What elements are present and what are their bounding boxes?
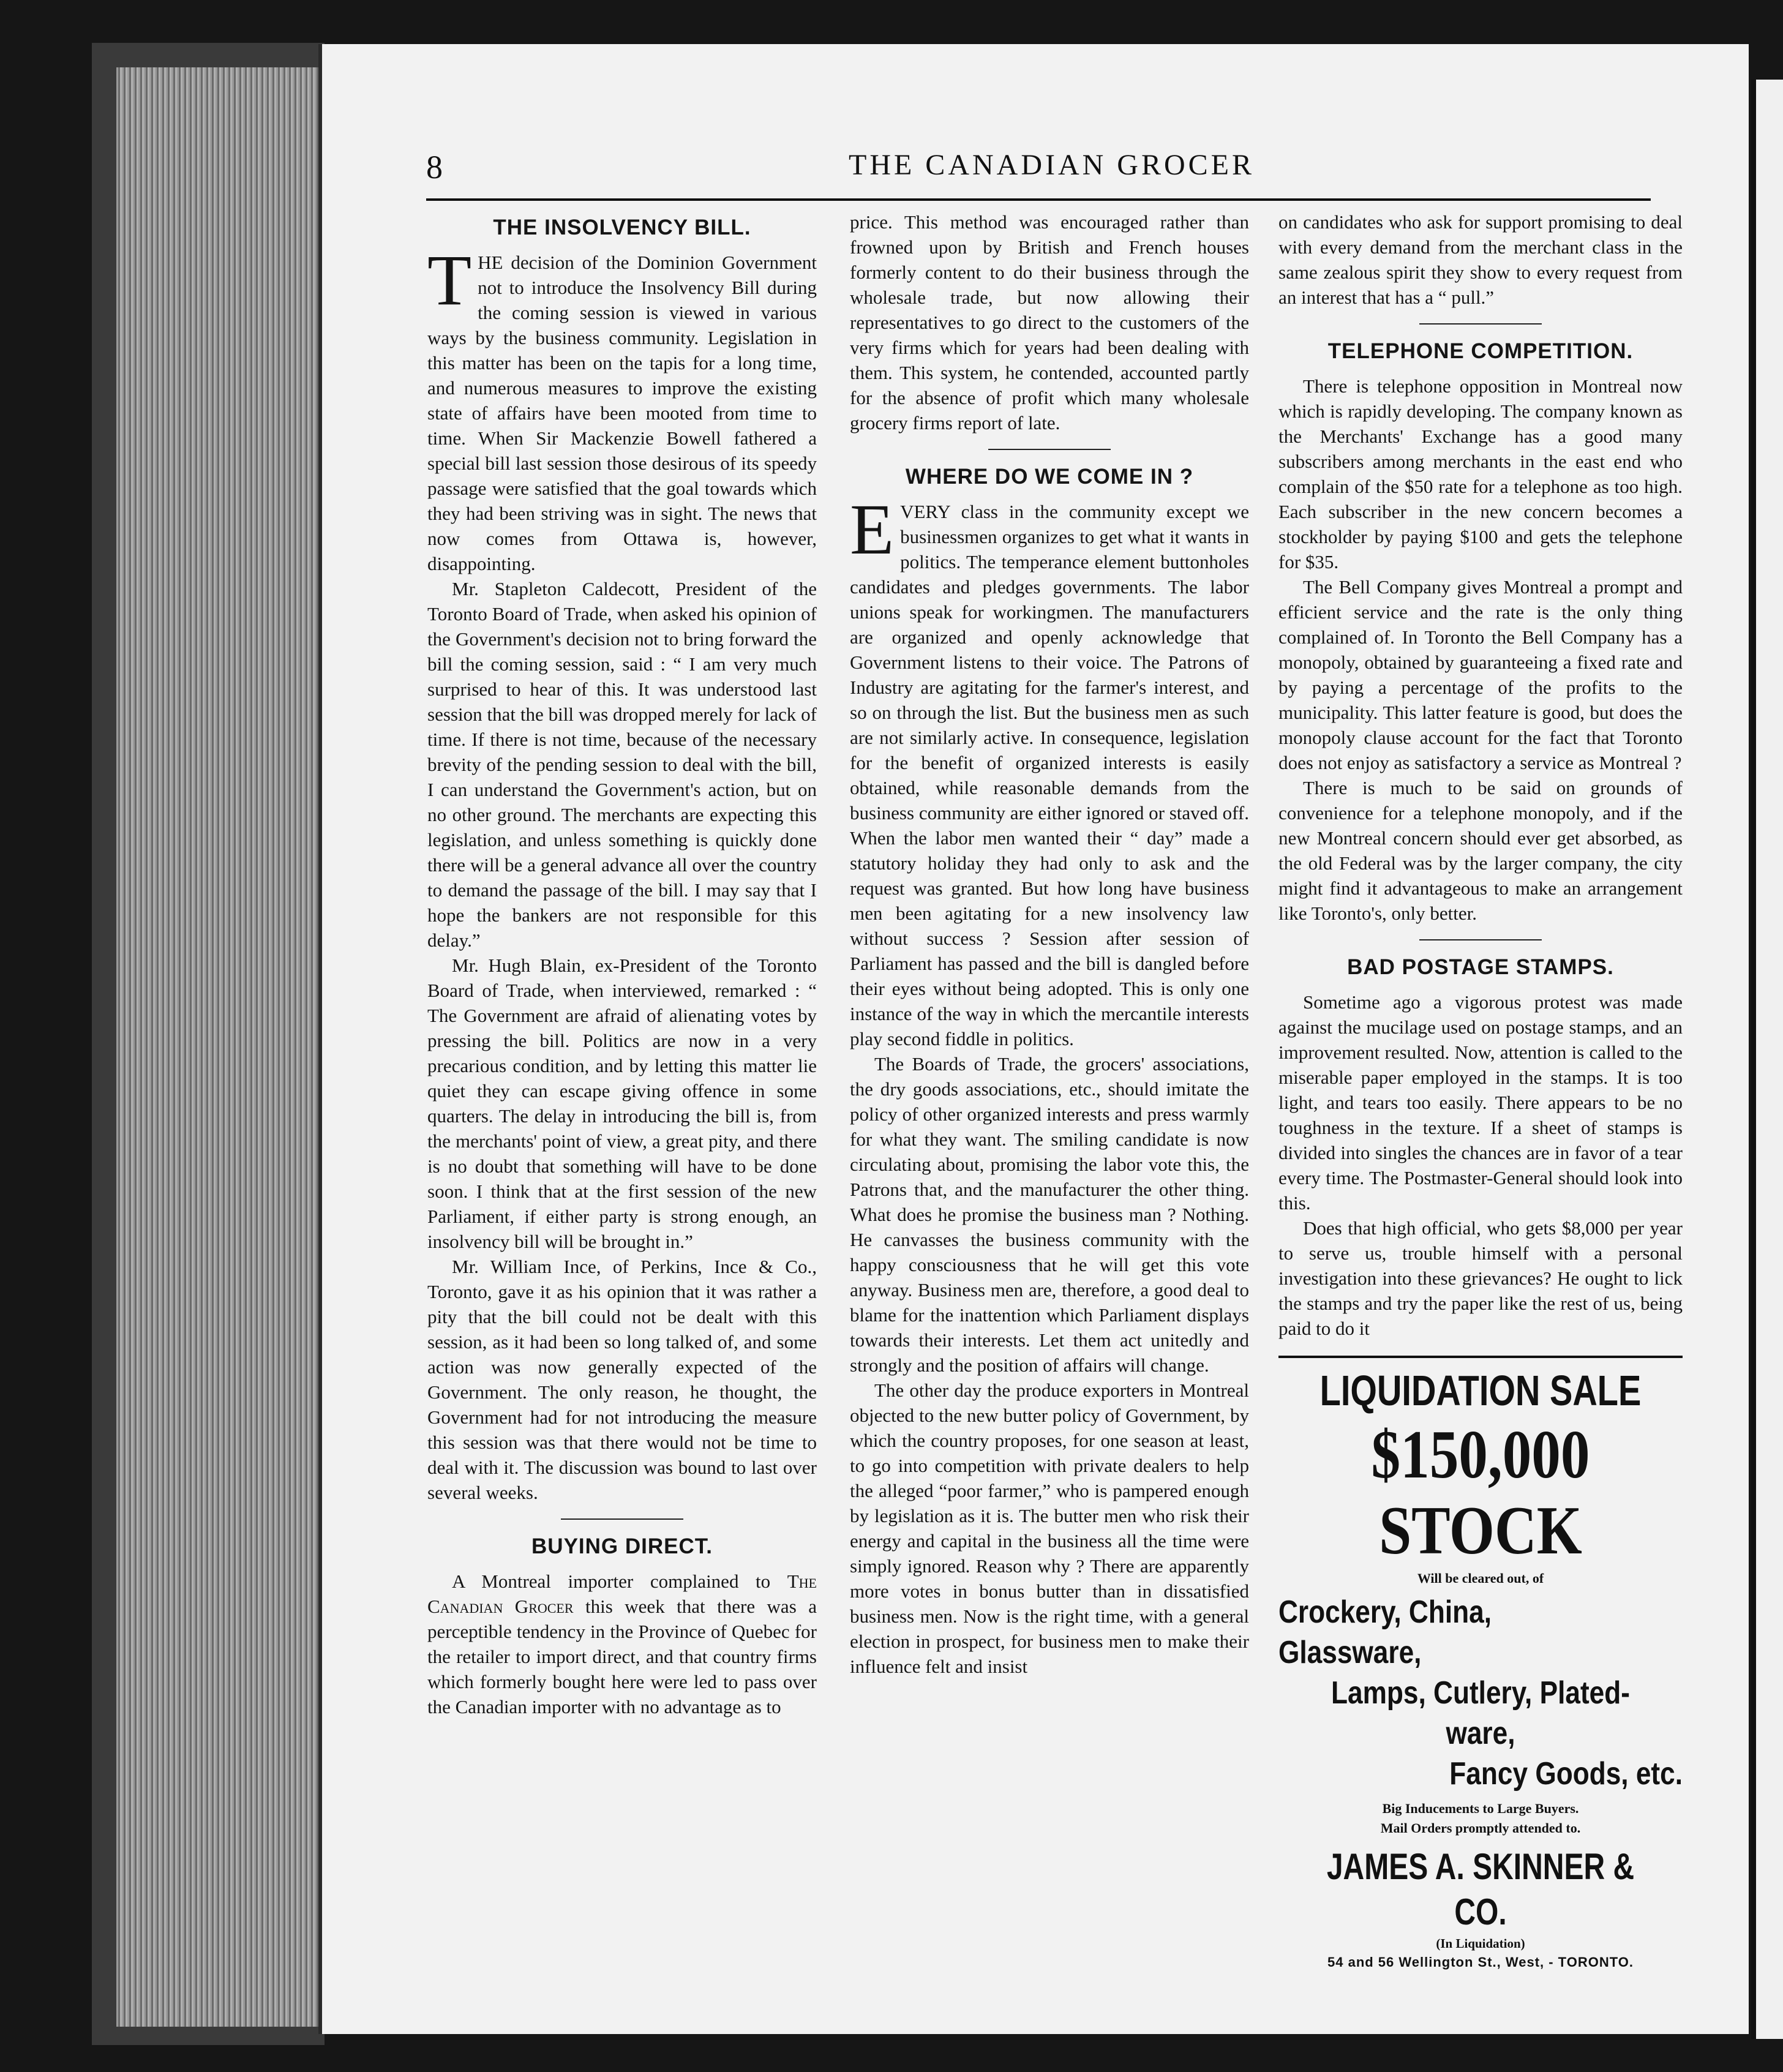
section-rule (1419, 939, 1542, 940)
headline-where-do-we-come-in: WHERE DO WE COME IN ? (905, 465, 1194, 489)
ad-goods-line: Fancy Goods, etc. (1449, 1756, 1683, 1792)
paragraph: on candidates who ask for support promising to deal with every demand from the merchant class in the same zealous spirit they show to every request from an interest that has a “ pull.” (1278, 211, 1683, 308)
paragraph: Mr. Stapleton Caldecott, President of the Toronto Board of Trade, when asked his opinion of the Government's decision not to bring forward the bill the coming session, said : “ I am very much surprised to hear of this. It was understood last session that the bill was dropped merely for lack of time. If there is not time, because of the necessary brevity of the pending session to deal with the bill, I can understand the Government's action, but on no other ground. The merchants are expecting this legislation, and unless something is quickly done there will be a general advance all over the country to demand the passage of the bill. I may say that I hope the bankers are not responsible for this delay.” (427, 578, 817, 951)
ad-firm-name: JAMES A. SKINNER & CO. (1326, 1846, 1635, 1932)
paragraph: There is telephone opposition in Montreal now which is rapidly developing. The company known as the Merchants' Exchange has a good many subscribers among merchants in the east end who complain of the $50 rate for a telephone as too high. Each subscriber in the new concern becomes a stockholder by paying $100 and gets the telephone for $35. (1278, 375, 1683, 572)
section-rule (561, 1518, 683, 1520)
paragraph: EVERY class in the community except we businessmen organizes to get what it wants in politics. The temperance element buttonholes candidates and pledges governments. The labor unions speak for workingmen. The manufacturers are organized and openly acknowledge that Government listens to their voice. The Patrons of Industry are agitating for the farmer's interest, and so on through the list. But the business men as such are not similarly active. In consequence, legislation for the benefit of organized interests is easily obtained, while reasonable demands from the business community are either ignored or staved off. When the labor men wanted their “ day” made a statutory holiday they had only to ask and the request was granted. But how long have business men been agitating for a new insolvency law without success ? Session after session of Parliament has passed and the bill is dangled before their eyes without being adopted. This is only one instance of the way in which the mercantile interests play second fiddle in politics. (850, 489, 1249, 1049)
header-rule (426, 198, 1651, 201)
ad-inducements: Big Inducements to Large Buyers. (1382, 1801, 1579, 1816)
paragraph: The Boards of Trade, the grocers' associations, the dry goods associations, etc., should imitate the policy of other organized interests and press warmly for what they want. The smiling candidate is now circulating about, promising the labor vote this, the Patrons that, and the manufacturer the other thing. What does he promise the business man ? Nothing. He canvasses the business community with the happy consciousness that he will get this vote anyway. Business men are, therefore, a good deal to blame for the inattention which Parliament displays towards their interests. Let them act unitedly and strongly and the position of affairs will change. (850, 1053, 1249, 1376)
publication-title: THE CANADIAN GROCER (849, 149, 1255, 181)
liquidation-sale-advertisement (1278, 1356, 1683, 1973)
ad-goods-line: Lamps, Cutlery, Plated-ware, (1331, 1675, 1630, 1751)
headline-buying-direct: BUYING DIRECT. (531, 1534, 713, 1558)
paragraph-text: A Montreal importer complained to (452, 1571, 787, 1592)
facing-page-strip (1751, 80, 1783, 2039)
paragraph: Mr. Hugh Blain, ex-President of the Toronto Board of Trade, when interviewed, remarked : “ The Government are afraid of alienating votes by pressing the bill. Politics are now in a very precarious condition, and by letting this matter lie quiet they can escape giving offence in some quarters. The delay in introducing the bill is, from the merchants' point of view, a great pity, and there is no doubt that something will have to be done soon. I think that at the first session of the new Parliament, if either party is strong enough, an insolvency bill will be brought in.” (427, 955, 817, 1252)
paragraph: price. This method was encouraged rather than frowned upon by British and French houses formerly content to do their business through the wholesale trade, but now allowing their representatives to go direct to the customers of the very firms which for years had been dealing with them. This system, he contended, accounted partly for the absence of profit which many wholesale grocery firms report of late. (850, 211, 1249, 434)
ad-mail-orders: Mail Orders promptly attended to. (1380, 1820, 1581, 1836)
headline-bad-postage-stamps: BAD POSTAGE STAMPS. (1347, 955, 1614, 979)
headline-insolvency-bill: THE INSOLVENCY BILL. (493, 216, 751, 239)
ad-headline: LIQUIDATION SALE (1319, 1367, 1642, 1414)
ad-address: 54 and 56 Wellington St., West, - TORONTO. (1327, 1954, 1634, 1970)
paragraph: THE decision of the Dominion Government not to introduce the Insolvency Bill during the coming session is viewed in various ways by the business community. Legislation in this matter has been on the tapis for a long time, and numerous measures to improve the existing state of affairs have been mooted from time to time. When Sir Mackenzie Bowell fathered a special bill last session those desirous of its speedy passage were satisfied that the goal towards which they had been striving was in sight. The news that now comes from Ottawa is, however, disappointing. (427, 240, 817, 574)
section-rule (1419, 323, 1542, 325)
publication-name: The Canadian Grocer (427, 1571, 817, 1617)
ad-stock-amount: $150,000 STOCK (1371, 1417, 1590, 1569)
paragraph: Mr. William Ince, of Perkins, Ince & Co., Toronto, gave it as his opinion that it was rather a pity that the bill could not be dealt with this session, as it had been so long talked of, and some action was now generally expected of the Government. The only reason, he thought, the Government had for not introducing the measure this session was that there would not be time to deal with it. The discussion was bound to last over several weeks. (427, 1256, 817, 1503)
paragraph (427, 1569, 817, 1719)
newspaper-page (318, 44, 1749, 2034)
column-2 (850, 209, 1249, 1679)
ad-goods-line: Crockery, China, Glassware, (1278, 1594, 1492, 1670)
section-rule (988, 449, 1111, 450)
page-number: 8 (426, 149, 443, 186)
paragraph-text: this week that there was a perceptible tendency in the Province of Quebec for the retailer to import direct, and that country firms which formerly bought here were led to pass over the Canadian importer with no advantage as to (427, 1596, 817, 1717)
column-3 (1278, 209, 1683, 1973)
column-1 (427, 209, 817, 1719)
paragraph: The Bell Company gives Montreal a prompt and efficient service and the rate is the only thing complained of. In Toronto the Bell Company has a monopoly, obtained by guaranteeing a fixed rate and by paying a percentage of the profits to the municipality. This latter feature is good, but does the monopoly clause account for the fact that Toronto does not enjoy as satisfactory a service as Montreal ? (1278, 576, 1683, 773)
paragraph: The other day the produce exporters in Montreal objected to the new butter policy of Government, by which the country proposes, for one season at least, to go into competition with private dealers to help the alleged “poor farmer,” who is pampered enough by legislation as it is. The butter men who risk their energy and capital in the business all the time were simply ignored. Reason why ? There are apparently more votes in bonus butter than in dissatisfied business men. Now is the right time, with a general election in prospect, for business men to make their influence felt and insist (850, 1379, 1249, 1677)
paragraph: Does that high official, who gets $8,000 per year to serve us, trouble himself with a personal investigation into these grievances? He ought to lick the stamps and try the paper like the rest of us, being paid to do it (1278, 1217, 1683, 1339)
book-page-stack (116, 67, 325, 2027)
headline-telephone-competition: TELEPHONE COMPETITION. (1327, 339, 1634, 363)
paragraph: There is much to be said on grounds of convenience for a telephone monopoly, and if the new Montreal concern should ever get absorbed, as the old Federal was by the larger company, the city might find it advantageous to make an arrangement like Toronto's, only better. (1278, 777, 1683, 924)
paragraph: Sometime ago a vigorous protest was made against the mucilage used on postage stamps, and an improvement resulted. Now, attention is called to the miserable paper employed in the stamps. It is too light, and tears too easily. There appears to be no toughness in the texture. If a sheet of stamps is divided into singles the chances are in favor of a tear every time. The Postmaster-General should look into this. (1278, 991, 1683, 1214)
ad-liquidation-tag: (In Liquidation) (1436, 1936, 1525, 1951)
ad-subline: Will be cleared out, of (1417, 1571, 1544, 1586)
